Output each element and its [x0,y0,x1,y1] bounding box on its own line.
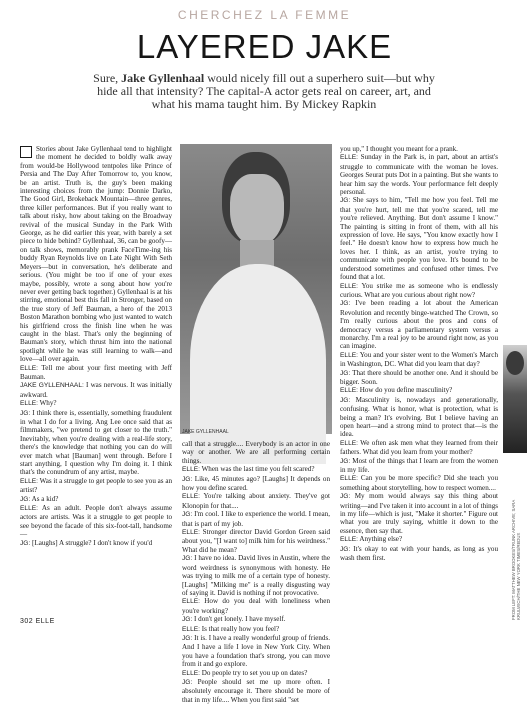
paragraph [182,625,330,634]
speaker-label: JG: [182,555,193,563]
speaker-label: JG: [340,457,351,465]
paragraph [20,539,172,548]
paragraph [182,475,330,493]
speaker-label: ELLE: [20,400,38,408]
paragraph-text: You're talking about anxiety. They've got Klonopin for that.... [182,492,330,510]
speaker-label: JG: [182,475,193,483]
speaker-label: ELLE: [340,351,358,359]
speaker-label: ELLE: [340,475,358,483]
paragraph-text: I'm cool. I like to experience the world. I mean, that is part of my job. [182,510,330,528]
speaker-label: JG: [182,634,193,642]
paragraph-text: I think there is, essentially, something fraudulent in what I do for a living. Ang Lee once said that as filmmakers, "we pretend to get closer to the truth." Inevitably, when you're dealing with a real-life story, there's the knowledge that nothing you can do will ever match what [Bauman] went through. Before I start anything, I question why I'm doing it. I think that's the conundrum of any artist, maybe. [20,408,172,477]
stage-photo-figure [506,351,524,375]
paragraph-text: Stronger director David Gordon Green said about you, "[I want to] milk him for his weirdness." What did he mean? [182,528,330,554]
paragraph-text: I've been reading a lot about the American Revolution and recently binge-watched The Crown, so I'm really curious about the pros and cons of democracy versus a parliamentary system versus a monarchy. I'm a real joy to be around right now, as you can imagine. [340,299,498,351]
paragraph [182,554,330,597]
deck-subject-name: Jake Gyllenhaal [121,71,205,85]
paragraph-text: That there should be another one. And it should be bigger. Soon. [340,368,498,386]
paragraph-text: How do you deal with loneliness when you're working? [182,597,330,615]
paragraph [340,153,498,196]
paragraph [182,597,330,615]
text-column-2 [182,440,330,704]
speaker-label: ELLE: [182,466,200,474]
speaker-label: ELLE: [182,529,200,537]
paragraph-text: Like, 45 minutes ago? [Laughs] It depends on how you define scared. [182,474,330,493]
paragraph [182,440,330,465]
speaker-label: ELLE: [340,439,358,447]
paragraph-text: You and your sister went to the Women's March in Washington, DC. What did you learn that day? [340,350,498,369]
paragraph-text: I have no idea. David lives in Austin, where the word weirdness is synonymous with honesty. He was trying to milk me of a certain type of honesty. [Laughs] "Milking me" is a really disgusting way of saying it. David is nothing if not provocative. [182,554,330,597]
paragraph-text: Do people try to set you up on dates? [199,668,308,677]
speaker-label: JG: [20,409,31,417]
paragraph-text: I was nervous. It was initially awkward. [20,381,173,399]
speaker-label: ELLE: [182,669,200,677]
paragraph-text: How do you define masculinity? [357,386,453,395]
paragraph [340,457,498,475]
paragraph [182,634,330,669]
paragraph [20,477,172,495]
paragraph [20,495,172,504]
photo-face [230,174,284,246]
paragraph [340,351,498,369]
paragraph [20,381,172,399]
paragraph-text: We often ask men what they learned from their fathers. What did you learn from your mother? [340,438,498,457]
paragraph-text: Most of the things that I learn are from the women in my life. [340,456,498,475]
speaker-label: ELLE: [182,625,200,633]
paragraph [340,535,498,544]
paragraph-text: I don't get lonely. I have myself. [192,615,286,624]
paragraph [340,396,498,439]
paragraph [20,399,172,408]
paragraph-text: It's okay to eat with your hands, as long as you wash them first. [340,544,498,563]
paragraph [20,409,172,477]
speaker-label: JG: [182,511,193,519]
paragraph [20,504,172,539]
paragraph-text: As an adult. People don't always assume actors are artists. Was it a struggle to get people to see beyond the facade of this six-foot-tall, handsome— [20,504,172,539]
paragraph [340,474,498,492]
speaker-label: JG: [340,300,351,308]
speaker-label: JAKE GYLLENHAAL: [20,382,84,390]
speaker-label: JG: [340,369,351,377]
paragraph [340,439,498,457]
paragraph [182,465,330,474]
speaker-label: ELLE: [340,387,358,395]
paragraph-text: Why? [37,399,57,408]
speaker-label: ELLE: [20,477,38,485]
paragraph [182,492,330,510]
deck-post: would nicely fill out a superhero suit—but why hide all that intensity? The capital-A actor gets real on career, art, and what his mama taught him. By Mickey Rapkin [97,71,435,111]
paragraph-text: Sunday in the Park is, in part, about an artist's struggle to communicate with the woman he loves. Georges Seurat puts Dot in a painting. But she wants to hear him say the words. Your performance felt deeply personal. [340,153,498,197]
photo-caption: JAKE GYLLENHAAL [182,429,229,435]
speaker-label: JG: [182,616,193,624]
paragraph [340,145,498,153]
paragraph [182,615,330,624]
paragraph-text: Can you be more specific? Did she teach you something about storytelling, how to respect women.... [340,474,498,492]
paragraph [182,510,330,528]
paragraph [340,299,498,350]
text-column-3 [340,145,498,615]
speaker-label: JG: [20,539,31,547]
speaker-label: JG: [340,493,351,501]
paragraph-text: Anything else? [357,535,403,544]
paragraph [340,386,498,395]
portrait-photo [180,144,332,434]
deck-pre: Sure, [93,71,122,85]
paragraph-text: Masculinity is, nowadays and generationally, confusing. What is honor, what is protection, what is being a man? It's evolving. But I believe having an open heart—and a strong mind to protect that—is the idea. [340,395,498,439]
paragraph [20,364,172,382]
paragraph [340,492,498,535]
paragraph-text: When was the last time you felt scared? [199,465,315,474]
paragraph [182,669,330,678]
paragraph-text: People should set me up more often. I absolutely encourage it. There should be more of that in my life.... When you first said "set [182,677,330,704]
paragraph [340,369,498,387]
speaker-label: JG: [340,545,351,553]
speaker-label: JG: [340,396,351,404]
paragraph-text: You strike me as someone who is endlessly curious. What are you curious about right now? [340,281,498,299]
paragraph-text: you up," I thought you meant for a prank. [340,145,458,153]
paragraph-text: Stories about Jake Gyllenhaal tend to highlight the moment he decided to boldly walk away from would-be Hollywood tentpoles like Prince of Persia and The Day After Tomorrow to, you know, be an artist. Truth is, the guy's been making interesting choices from the jump: Donnie Darko, The Good Girl, Brokeback Mountain—three genres, three killer performances. But if you really want to talk about risky, how about taking on the Broadway revival of the musical Sunday in the Park With George, as he did earlier this year, with barely a set piece to hide behind? Gyllenhaal, 36, can be goofy—on talk shows, memorably prank FaceTime-ing his buddy Ryan Reynolds live on Late Night With Seth Meyers—but in conversation, he's deliberate and serious. (You might be too if one of your exes maybe, possibly, wrote a song about how you're never ever getting back together.) Gyllenhaal is at his stirring, emotional best this fall in Stronger, based on the true story of Jeff Bauman, a hero of the 2013 Boston Marathon bombing who just wanted to watch his girlfriend cross the finish line when he was caught in the blast. That's only the beginning of Bauman's story, which thrust him into the national spotlight while he was still learning to walk—and love—all over again. [20,145,172,364]
paragraph-text: As a kid? [30,494,59,503]
paragraph-text: She says to him, "Tell me how you feel. Tell me that you're hurt, tell me that you're scared, tell me you're relieved. Anything. But don't assume I know." The painting is sitting in front of them, with all his expression of love. He says, "You know exactly how I feel." He doesn't know how to express how much he loves her. I think, as an artist, you're trying to communicate with people you love. It's bound to be understood sometimes and confused other times. I've found that a lot. [340,196,498,282]
paragraph [182,678,330,704]
paragraph-text: call that a struggle.... Everybody is an actor in one way or another. We are all performing certain things. [182,440,330,465]
paragraph [340,282,498,300]
paragraph-text: My mom would always say this thing about writing—and I've taken it into account in a lot of things in my life—which is just, "Make it shorter." Figure out what you are truly saying, whittle it down to the essence, then say that. [340,492,498,535]
paragraph [20,145,172,364]
speaker-label: JG: [340,197,351,205]
section-kicker: CHERCHEZ LA FEMME [177,8,352,22]
photo-credit: FROM LEFT: MATTHEW BROOKES/TRUNK ARCHIVE; SARA KRULWICH/THE NEW YORK TIMES/REDUX [511,499,521,620]
article-title: LAYERED JAKE [136,28,393,65]
paragraph [182,528,330,554]
paragraph [340,196,498,281]
speaker-label: JG: [20,495,31,503]
text-column-1 [20,145,172,615]
paragraph-text: [Laughs] A struggle? I don't know if you'd [30,538,153,547]
speaker-label: ELLE: [182,598,200,606]
paragraph-text: It is. I have a really wonderful group of friends. And I have a life I love in New York City. When you have a foundation that's strong, you can move from it and go explore. [182,633,330,669]
speaker-label: ELLE: [182,493,200,501]
speaker-label: ELLE: [340,536,358,544]
speaker-label: ELLE: [340,154,358,162]
drop-cap-box [20,146,32,158]
speaker-label: ELLE: [20,505,38,513]
speaker-label: ELLE: [20,364,38,372]
article-deck [92,72,436,111]
paragraph [340,545,498,563]
speaker-label: JG: [182,678,193,686]
speaker-label: ELLE: [340,282,358,290]
page-folio: 302 ELLE [20,618,55,625]
paragraph-text: Is that really how you feel? [199,624,280,633]
stage-photo [503,345,527,453]
paragraph-text: Tell me about your first meeting with Jeff Bauman. [20,363,172,381]
paragraph-text: Was it a struggle to get people to see you as an artist? [20,476,173,495]
